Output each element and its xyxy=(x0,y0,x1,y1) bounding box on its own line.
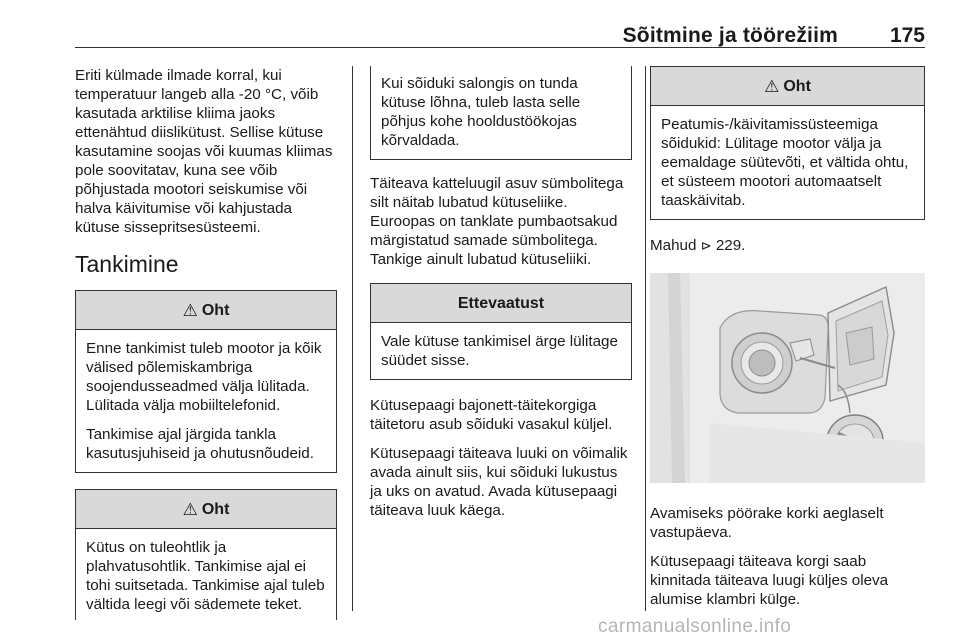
column-divider-2 xyxy=(645,66,646,611)
caution-box-header xyxy=(371,284,631,323)
warning-label: Oht xyxy=(201,301,230,319)
warning-box-header xyxy=(651,67,924,106)
warning-text: Kütus on tuleohtlik ja plahvatusohtlik. Tankimise ajal ei tohi suitsetada. Tankimise ajal tuleb vältida leegi või sädemete teket. xyxy=(86,539,325,613)
warning-label: Oht xyxy=(201,500,230,518)
column-2 xyxy=(370,66,632,530)
body-paragraph: Avamiseks pöörake korki aeglaselt vastupäeva. xyxy=(650,505,884,541)
warning-box-3 xyxy=(650,66,925,220)
warning-box-2 xyxy=(75,489,337,620)
warning-text: Kui sõiduki salongis on tunda kütuse lõhna, tuleb lasta selle põhjus kohe hooldustöökojas kõrvaldada. xyxy=(381,75,581,149)
warning-box-body xyxy=(371,66,631,159)
warning-box-body xyxy=(651,106,924,219)
warning-text: Peatumis-/käivitamissüsteemiga sõidukid: Lülitage mootor välja ja eemaldage süütevõti, et vältida ohtu, et süsteem mootori automaatselt taaskäivitab. xyxy=(661,116,909,209)
header-rule xyxy=(75,47,925,48)
intro-paragraph: Eriti külmade ilmade korral, kui temperatuur langeb alla -20 °C, võib kasutada arktilise kliima jaoks ettenähtud diislikütust. Sellise kütuse kasutamine soojas või kuumas kliimas pole soovitatav, kuna see võib põhjustada mootori seiskumise või halva käivitumise või kahjustada kütuse sissepritsesüsteemi. xyxy=(75,67,333,236)
watermark: carmanualsonline.info xyxy=(598,616,792,637)
warning-box-header xyxy=(76,490,336,529)
caution-text: Vale kütuse tankimisel ärge lülitage süüdet sisse. xyxy=(381,333,618,369)
warning-box-header xyxy=(76,291,336,330)
warning-label: Oht xyxy=(783,77,811,95)
column-divider-1 xyxy=(352,66,353,611)
column-3 xyxy=(650,66,925,619)
caution-box xyxy=(370,283,632,380)
warning-text: Tankimise ajal järgida tankla kasutusjuhiseid ja ohutusnõudeid. xyxy=(86,426,314,462)
column-1 xyxy=(75,66,337,620)
capacity-label: Mahud xyxy=(650,237,697,254)
caution-label: Ettevaatust xyxy=(457,294,545,312)
warning-box-body xyxy=(76,529,336,620)
body-paragraph: Täiteava katteluugil asuv sümbolitega silt näitab lubatud kütuseliike. Euroopas on tanklate pumbaotsakud märgistatud samade sümbolitega. Tankige ainult lubatud kütuseliiki. xyxy=(370,175,624,268)
fuel-filler-illustration xyxy=(650,273,925,483)
warning-triangle-icon: ⚠ xyxy=(182,300,198,320)
capacity-reference xyxy=(650,236,925,255)
warning-box-1 xyxy=(75,290,337,473)
body-paragraph: Kütusepaagi bajonett-täitekorgiga täitetoru asub sõiduki vasakul küljel. xyxy=(370,397,613,433)
body-paragraph: Kütusepaagi täiteava korgi saab kinnitada täiteava luugi küljes oleva alumise klambri külge. xyxy=(650,553,889,608)
reference-arrow-icon: ⊳ xyxy=(700,238,712,253)
warning-triangle-icon: ⚠ xyxy=(182,499,198,519)
warning-box-continued xyxy=(370,66,632,160)
page-number: 175 xyxy=(889,24,925,47)
warning-triangle-icon: ⚠ xyxy=(764,76,780,96)
header-title: Sõitmine ja töörežiim xyxy=(622,24,838,47)
body-paragraph: Kütusepaagi täiteava luuki on võimalik avada ainult siis, kui sõiduki lukustus ja uks on avatud. Avada kütusepaagi täiteava luuk käega. xyxy=(370,445,628,519)
capacity-page-link[interactable]: 229. xyxy=(715,237,746,254)
warning-text: Enne tankimist tuleb mootor ja kõik välised põlemiskambriga soojendusseadmed välja lülitada. Lülitada välja mobiiltelefonid. xyxy=(86,340,322,414)
caution-box-body xyxy=(371,323,631,379)
section-heading: Tankimine xyxy=(75,251,179,277)
warning-box-body xyxy=(76,330,336,472)
